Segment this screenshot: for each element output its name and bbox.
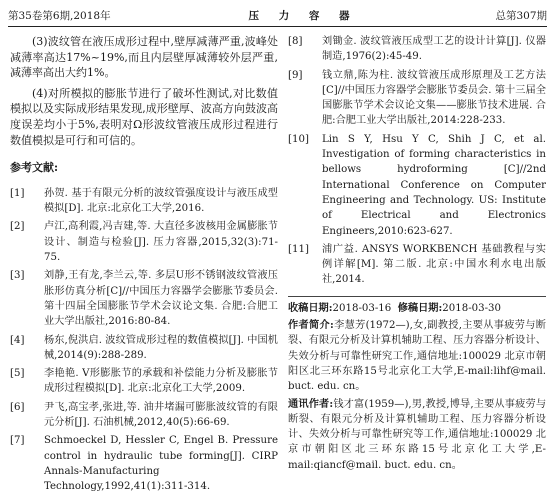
author-bio-label: 作者简介: [288,319,334,332]
reference-item [288,242,546,288]
footnote-divider [288,296,546,297]
left-column [10,34,278,498]
reference-number: [10] [288,133,309,145]
reference-number: [9] [288,69,303,81]
article-dates [288,301,546,316]
reference-text: 刘锄金. 波纹管液压成型工艺的设计计算[J]. 仪器制造,1976(2):45-49. [322,36,546,63]
reference-number: [2] [10,221,25,233]
conclusion-paragraph-4: (4)对所模拟的膨胀节进行了破坏性测试,对比数值模拟以及实际成形结果发现,成形壁厚、波高方向鼓波高度误差均小于5%,表明对Ω形波纹管液压成形过程进行数值模拟是可行和可信的。 [10,86,278,147]
running-header [8,8,547,27]
right-column [288,34,546,475]
reference-number: [4] [10,334,25,346]
reference-item [288,68,546,129]
reference-text: 刘静,王有龙,李兰云,等. 多层U形不锈钢波纹管液压胀形仿真分析[C]//中国压力容器学会膨胀节委员会. 第十四届全国膨胀节学术会议论文集. 合肥:合肥工业大学出版社,2016:80-84. [44,270,278,328]
references-title: 参考文献: [10,161,59,175]
reference-number: [5] [10,368,25,380]
reference-item [10,433,278,494]
header-journal-title: 压 力 容 器 [248,9,358,22]
reference-item [10,268,278,329]
received-date: 2018-03-16 [332,302,392,314]
corresponding-author-text: 钱才富(1959—),男,教授,博导,主要从事疲劳与断裂、有限元分析及计算机辅助工程、压力容器分析设计、失效分析与可靠性研究等工作,通信地址:100029 北京市朝阳区北三环东路15号北京化工大学,E-mail:qiancf@mail. buct. edu. cn。 [288,398,547,471]
reference-item [10,400,278,431]
reference-number: [7] [10,435,25,447]
reference-number: [3] [10,270,25,282]
reference-item [10,219,278,265]
corresponding-author-label: 通讯作者: [288,397,334,410]
reference-text: 钱立鼎,陈为柱. 波纹管液压成形原理及工艺方法[C]//中国压力容器学会膨胀节委员会. 第十三届全国膨胀节学术会议论文集——膨胀节技术进展. 合肥:合肥工业大学出版社,2014:228-233. [322,69,546,127]
reference-item [288,132,546,239]
received-label: 收稿日期: [288,301,333,314]
reference-number: [8] [288,36,303,47]
reference-number: [1] [10,187,25,199]
reference-item [10,186,278,217]
reference-text: 尹飞,高宝孝,张进,等. 油井堵漏可膨胀波纹管的有限元分析[J]. 石油机械,2012,40(5):66-69. [44,401,278,429]
reference-item [10,333,278,364]
reference-text: 孙贺. 基于有限元分析的波纹管强度设计与液压成型模拟[D]. 北京:北京化工大学,2016. [44,187,278,215]
reference-number: [11] [288,243,309,255]
reference-text: Lin S Y, Hsu Y C, Shih J C, et al. Investigation of forming characteristics in bellows hydroforming [C]//2nd International Conference on Computer Engineering and Technology. US: Institute of Electrical and Electronics Engineers,2010:623-627. [322,133,546,237]
reference-item [10,366,278,397]
reference-text: 杨东,倪洪启. 波纹管成形过程的数值模拟[J]. 中国机械,2014(9):288-289. [44,334,278,361]
reference-text: 卢江,高利霞,冯吉建,等. 大直径多波核用金属膨胀节设计、制造与检验[J]. 压力容器,2015,32(3):71-75. [44,221,278,264]
header-issue-total: 总第307期 [495,9,547,22]
corresponding-author [288,397,546,473]
reference-text: Schmoeckel D, Hessler C, Engel B. Pressure control in hydraulic tube forming[J]. CIRP Annals-Manufacturing Technology,1992,41(1):311-314. [44,435,278,493]
author-bio-text: 李慧芳(1972—),女,副教授,主要从事疲劳与断裂、有限元分析及计算机辅助工程、压力容器分析设计、失效分析与可靠性研究工作,通信地址:100029 北京市朝阳区北三环东路15号北京化工大学,E-mail:lihf@mail. buct. edu. cn。 [288,320,546,393]
revised-date: 2018-03-30 [442,302,502,314]
reference-number: [6] [10,401,25,413]
reference-item [288,34,546,65]
conclusion-paragraph-3: (3)波纹管在液压成形过程中,壁厚减薄严重,波峰处减薄率高达17%~19%,而且内层壁厚减薄较外层严重,减薄率高出大约1%。 [10,35,278,80]
header-volume: 第35卷第6期,2018年 [8,9,111,22]
reference-text: 李艳艳. V形膨胀节的承载和补偿能力分析及膨胀节成形过程模拟[D]. 北京:北京化工大学,2009. [44,368,278,395]
reference-text: 浦广益. ANSYS WORKBENCH 基础教程与实例详解[M]. 第二版. 北京:中国水利水电出版社,2014. [322,243,546,286]
revised-label: 修稿日期: [397,301,443,314]
author-bio [288,318,546,394]
